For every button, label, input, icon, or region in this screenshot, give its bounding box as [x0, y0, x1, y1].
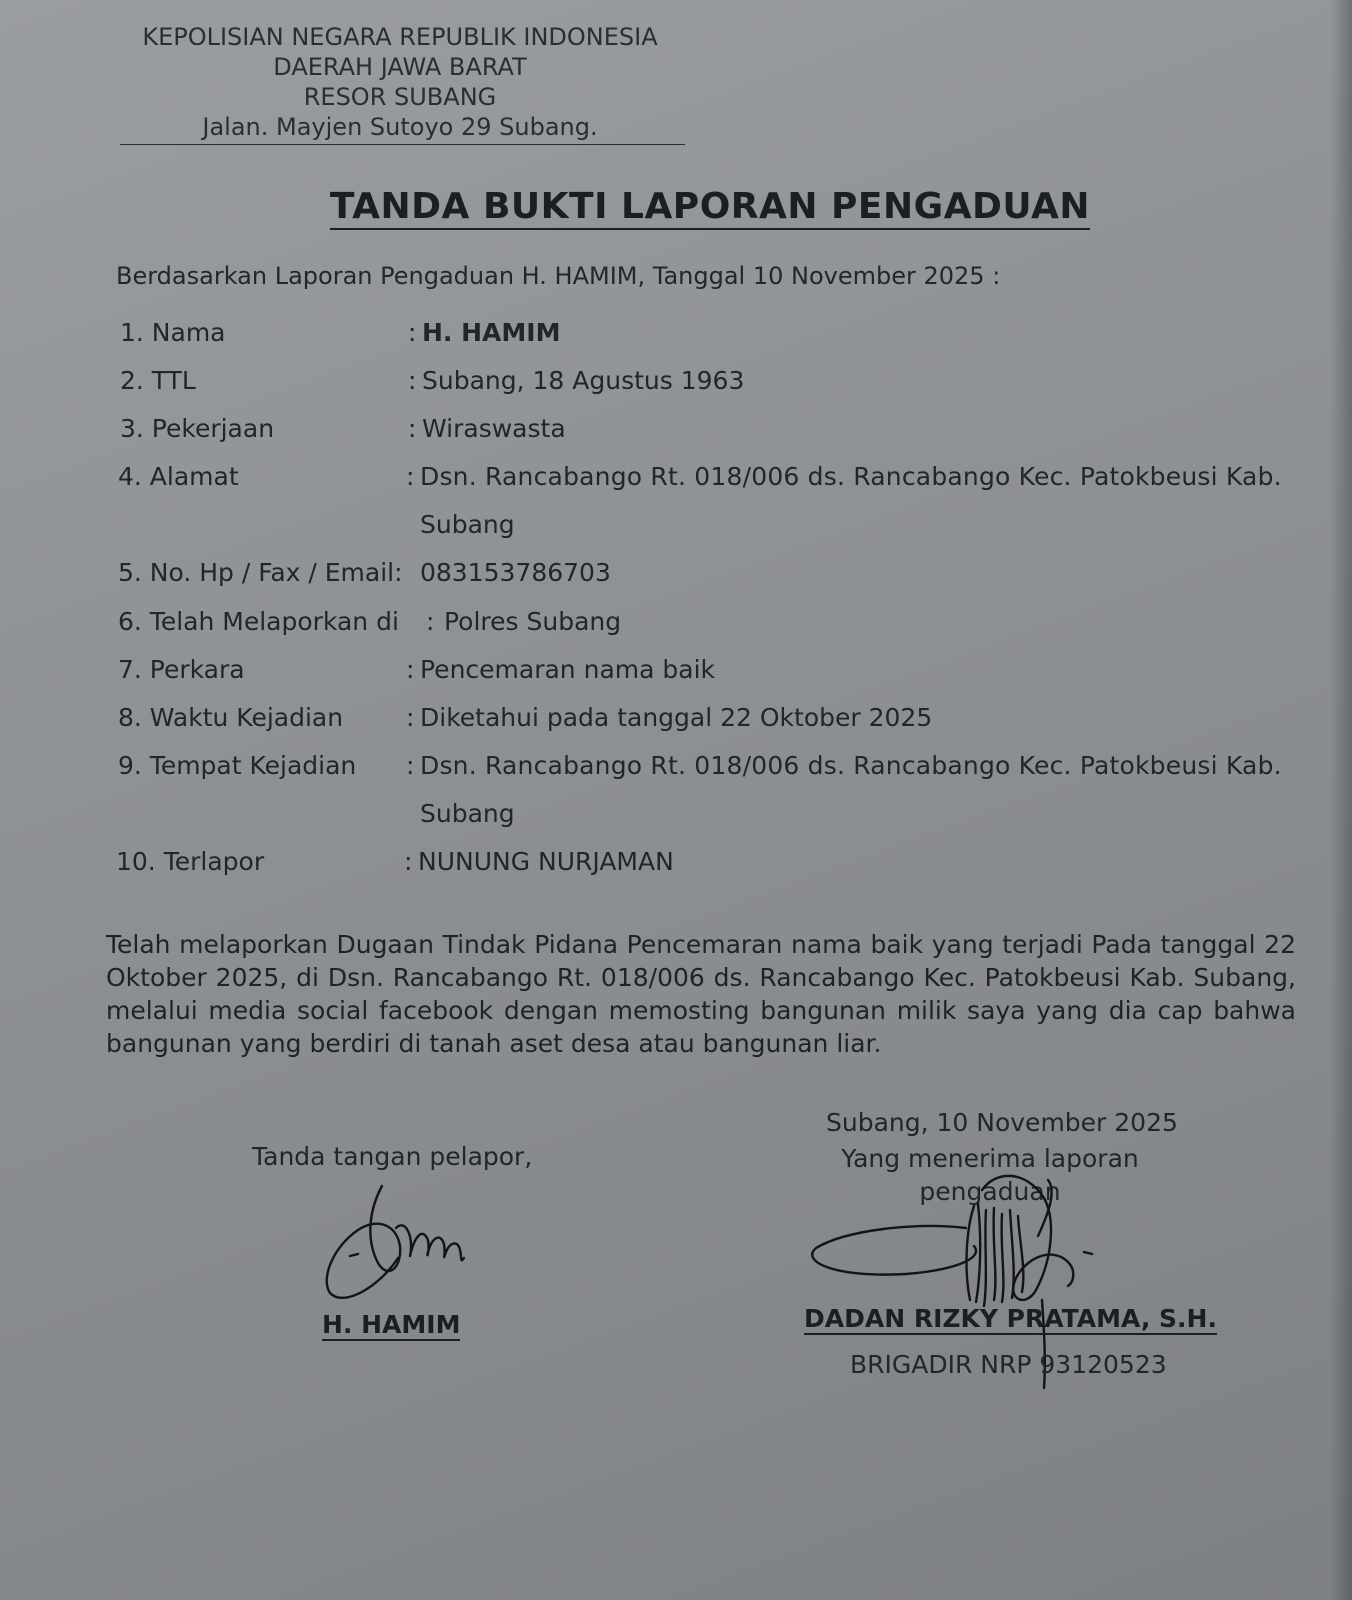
field-label: 5. No. Hp / Fax / Email:: [118, 558, 403, 587]
page-edge-shadow: [1330, 0, 1352, 1600]
report-statement: Telah melaporkan Dugaan Tindak Pidana Pencemaran nama baik yang terjadi Pada tanggal 22 Oktober 2025, di Dsn. Rancabango Rt. 018/006 ds. Rancabango Kec. Patokbeusi Kab. Subang, melalui media social facebook dengan memosting bangunan milik saya yang dia cap bahwa bangunan yang berdiri di tanah aset desa atau bangunan liar.: [106, 930, 1296, 1058]
letterhead-address: Jalan. Mayjen Sutoyo 29 Subang.: [202, 113, 598, 141]
field-value: Pencemaran nama baik: [420, 655, 715, 684]
field-label: 1. Nama: [120, 318, 226, 347]
field-value: Dsn. Rancabango Rt. 018/006 ds. Rancabango Kec. Patokbeusi Kab.: [420, 751, 1282, 780]
reporter-name: H. HAMIM: [322, 1310, 461, 1339]
field-label: 2. TTL: [120, 366, 196, 395]
receiver-rank: BRIGADIR NRP 93120523: [850, 1350, 1167, 1379]
field-colon: :: [408, 318, 417, 347]
reporter-signature-icon: [310, 1168, 480, 1318]
reporter-signature-caption: Tanda tangan pelapor,: [252, 1142, 533, 1171]
field-value: H. HAMIM: [422, 318, 561, 347]
field-label: 10. Terlapor: [116, 847, 265, 876]
field-value: Diketahui pada tanggal 22 Oktober 2025: [420, 703, 933, 732]
letterhead-divider: [120, 144, 685, 145]
letterhead-region: DAERAH JAWA BARAT: [273, 53, 527, 81]
field-label: 3. Pekerjaan: [120, 414, 275, 443]
field-label: 7. Perkara: [118, 655, 245, 684]
field-value: NUNUNG NURJAMAN: [418, 847, 674, 876]
field-label: 4. Alamat: [118, 462, 239, 491]
field-colon: :: [406, 462, 415, 491]
field-colon: :: [426, 607, 435, 636]
field-value: Wiraswasta: [422, 414, 566, 443]
field-label: 8. Waktu Kejadian: [118, 703, 344, 732]
field-label: 9. Tempat Kejadian: [118, 751, 357, 780]
field-colon: :: [408, 414, 417, 443]
field-value: Dsn. Rancabango Rt. 018/006 ds. Rancabango Kec. Patokbeusi Kab.: [420, 462, 1282, 491]
receiver-name: DADAN RIZKY PRATAMA, S.H.: [804, 1304, 1217, 1333]
field-colon: :: [406, 655, 415, 684]
field-label: 6. Telah Melaporkan di: [118, 607, 399, 636]
field-colon: :: [408, 366, 417, 395]
field-value: Subang, 18 Agustus 1963: [422, 366, 745, 395]
place-date: Subang, 10 November 2025: [826, 1108, 1178, 1137]
field-colon: :: [404, 847, 413, 876]
field-colon: :: [406, 703, 415, 732]
receiver-caption-line2: pengaduan: [919, 1177, 1061, 1206]
field-value: 083153786703: [420, 558, 611, 587]
field-value-continued: Subang: [420, 799, 515, 828]
field-value: Polres Subang: [444, 607, 622, 636]
document-title: TANDA BUKTI LAPORAN PENGADUAN: [0, 186, 1352, 227]
letterhead-institution: KEPOLISIAN NEGARA REPUBLIK INDONESIA: [142, 23, 658, 51]
field-colon: :: [406, 751, 415, 780]
receiver-caption-line1: Yang menerima laporan: [841, 1144, 1139, 1173]
field-value-continued: Subang: [420, 510, 515, 539]
intro-text: Berdasarkan Laporan Pengaduan H. HAMIM, Tanggal 10 November 2025 :: [116, 262, 1001, 290]
letterhead-resort: RESOR SUBANG: [303, 83, 497, 111]
letterhead: [120, 22, 680, 142]
